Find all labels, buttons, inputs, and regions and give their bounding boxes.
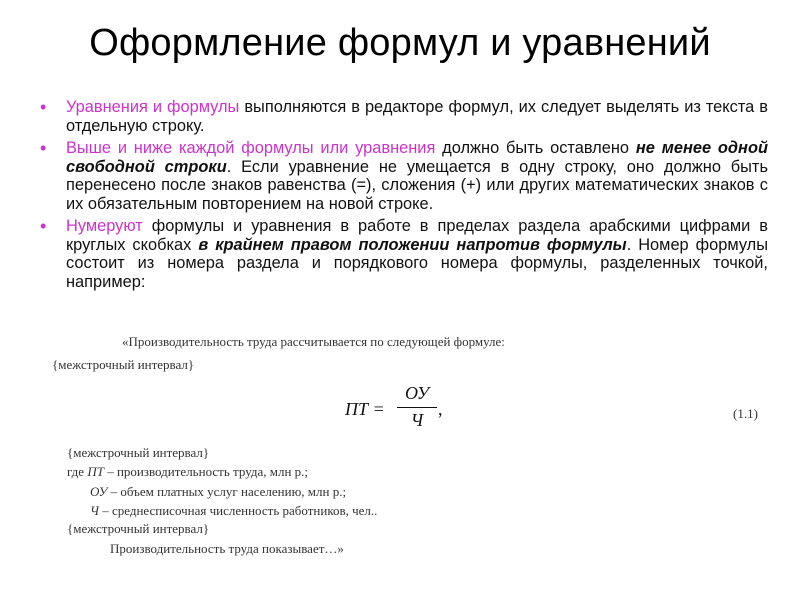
definition-text: – среднесписочная численность работников, чел..: [98, 503, 378, 518]
formula-numerator: ОУ: [404, 383, 430, 403]
bullet-item: [40, 217, 768, 291]
bullet-highlight: Уравнения и формулы: [66, 98, 240, 116]
bullet-text: должно быть оставлено: [435, 139, 636, 157]
formula-lhs: ПТ =: [345, 399, 385, 419]
bullet-emphasis: не менее одной свободной строки: [66, 139, 768, 176]
where-prefix: где: [67, 464, 88, 479]
slide-title: Оформление формул и уравнений: [89, 22, 711, 64]
bullet-dot-icon: •: [40, 138, 47, 158]
bullet-item: [40, 139, 768, 213]
bullet-highlight: Нумеруют: [66, 217, 143, 235]
fraction-bar: [397, 407, 437, 408]
bullet-list: [40, 98, 768, 295]
formula-comma: ,: [438, 399, 443, 419]
bullet-text: формулы и уравнения в работе в пределах раздела арабскими цифрами в круглых скобках: [66, 217, 768, 254]
formula-fraction: [397, 383, 437, 431]
bullet-item: [40, 98, 768, 135]
definition-symbol: ПТ: [87, 464, 104, 479]
bullet-text: . Номер формулы состоит из номера раздела и порядкового номера формулы, разделенных точкой, например:: [66, 235, 769, 291]
bullet-text: выполняются в редакторе формул, их следует выделять из текста в отдельную строку.: [66, 98, 768, 135]
example-intro: «Производительность труда рассчитывается по следующей формуле:: [122, 334, 505, 349]
bullet-highlight: Выше и ниже каждой формулы или уравнения: [66, 139, 436, 157]
formula-denominator: Ч: [410, 410, 424, 430]
definition-line: [90, 484, 346, 500]
equation-number: (1.1): [733, 406, 758, 421]
bullet-dot-icon: •: [40, 97, 47, 117]
spacing-note: {межстрочный интервал}: [67, 521, 210, 536]
definition-text: – производительность труда, млн р.;: [103, 464, 309, 479]
bullet-dot-icon: •: [40, 216, 47, 236]
definition-line: [90, 503, 377, 519]
bullet-text: . Если уравнение не умещается в одну строку, оно должно быть перенесено после знаков равенства (=), сложения (+) или других математических знаков с их обязательным повторением на новой строке.: [66, 157, 768, 213]
definition-text: – объем платных услуг населению, млн р.;: [107, 484, 347, 499]
spacing-note: {межстрочный интервал}: [67, 445, 210, 460]
bullet-emphasis: в крайнем правом положении напротив формулы: [198, 235, 627, 254]
definition-line: [67, 464, 308, 480]
definition-symbol: ОУ: [90, 484, 108, 499]
spacing-note: {межстрочный интервал}: [52, 357, 195, 372]
example-closing: Производительность труда показывает…»: [110, 541, 344, 556]
definition-symbol: Ч: [90, 503, 99, 518]
